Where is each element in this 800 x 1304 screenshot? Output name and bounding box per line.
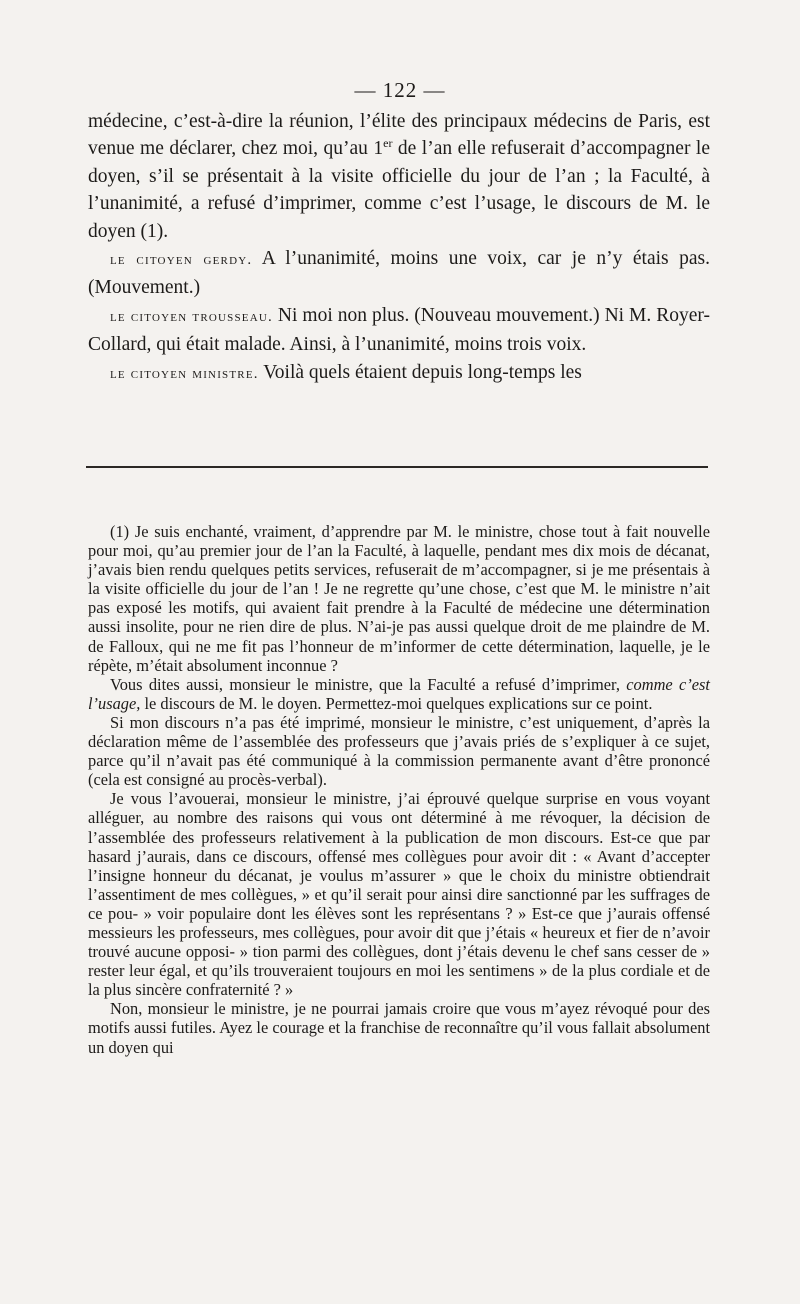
paragraph-intro: médecine, c’est-à-dire la réunion, l’élite des principaux médecins de Paris, est venue me déclarer, chez moi, qu’au 1er de l’an elle refuserait d’accompagner le doyen, s’il se présentait à la visite officielle du jour de l’an ; la Faculté, à l’unanimité, a refusé d’imprimer, comme c’est l’usage, le discours de M. le doyen (1). (88, 111, 710, 242)
speech-gerdy: le citoyen gerdy. A l’unanimité, moins une voix, car je n’y étais pas. (Mouvement.) (88, 248, 710, 299)
footnote-divider (86, 466, 708, 468)
speaker-name: le citoyen ministre. (110, 365, 259, 382)
speech-trousseau: le citoyen trousseau. Ni moi non plus. (Nouveau mouvement.) Ni M. Royer-Collard, qui était malade. Ainsi, à l’unanimité, moins trois voix. (88, 304, 710, 356)
page-number: — 122 — (354, 78, 446, 102)
speaker-name: le citoyen gerdy. (110, 252, 253, 269)
quoted-phrase: comme c’est l’usage, (88, 674, 710, 713)
footnote-paragraph: Si mon discours n’a pas été imprimé, monsieur le ministre, c’est uniquement, d’après la déclaration même de l’assemblée des professeurs que j’avais priés de s’expliquer à ce sujet, parce qu’il n’avait pas été communiqué à la commission permanente avant d’être prononcé (cela est consigné au procès-verbal). (88, 712, 710, 790)
footnote (88, 522, 710, 1057)
footnote-paragraph: (1) Je suis enchanté, vraiment, d’apprendre par M. le ministre, chose tout à fait nouvelle pour moi, qu’au premier jour de l’an la Faculté, à laquelle, pendant mes dix mois de décanat, j’avais bien rendu quelques petits services, refuserait de m’accompagner, si je me présentais à la visite officielle du jour de l’an ! Je ne regrette qu’une chose, c’est que M. le ministre n’ait pas exposé les motifs, qui avaient fait prendre à la Faculté de médecine une détermination aussi insolite, pour ne rien dire de plus. N’ai-je pas aussi quelque droit de me plaindre de M. de Falloux, qui ne me fit pas l’honneur de m’informer de cette détermination, laquelle, je le répète, m’était absolument inconnue ? (88, 522, 710, 675)
footnote-paragraph: Non, monsieur le ministre, je ne pourrai jamais croire que vous m’ayez révoqué pour des motifs aussi futiles. Ayez le courage et la franchise de reconnaître qu’il vous fallait absolument un doyen qui (88, 999, 710, 1057)
footnote-paragraph: Je vous l’avouerai, monsieur le ministre, j’ai éprouvé quelque surprise en vous voyant alléguer, au nombre des raisons qui vous ont déterminé à me révoquer, la décision de l’assemblée des professeurs relativement à la publication de mon discours. Est-ce que par hasard j’aurais, dans ce discours, offensé mes collègues pour avoir dit : « Avant d’accepter l’insigne honneur du décanat, je voulus m’assurer » que le choix du ministre obtiendrait l’assentiment de mes collègues, » et qu’il serait pour ainsi dire sanctionné par les suffrages de ce pou- » voir populaire dont les élèves sont les représentans ? » Est-ce que j’aurais offensé messieurs les professeurs, mes collègues, pour avoir dit que j’étais « heureux et fier de n’avoir trouvé aucune opposi- » tion parmi des collègues, dont j’étais devenu le chef sans cesser de » rester leur égal, et qu’ils trouveraient toujours en moi les sentimens » de la plus cordiale et de la plus sincère confraternité ? » (88, 789, 710, 1000)
ordinal-superscript: er (383, 136, 393, 151)
speaker-name: le citoyen trousseau. (110, 308, 273, 325)
footnote-paragraph: Vous dites aussi, monsieur le ministre, que la Faculté a refusé d’imprimer, comme c’est l’usage, le discours de M. le doyen. Permettez-moi quelques explications sur ce point. (88, 674, 710, 713)
main-text (88, 108, 710, 388)
speech-ministre: le citoyen ministre. Voilà quels étaient depuis long-temps les (110, 361, 582, 383)
